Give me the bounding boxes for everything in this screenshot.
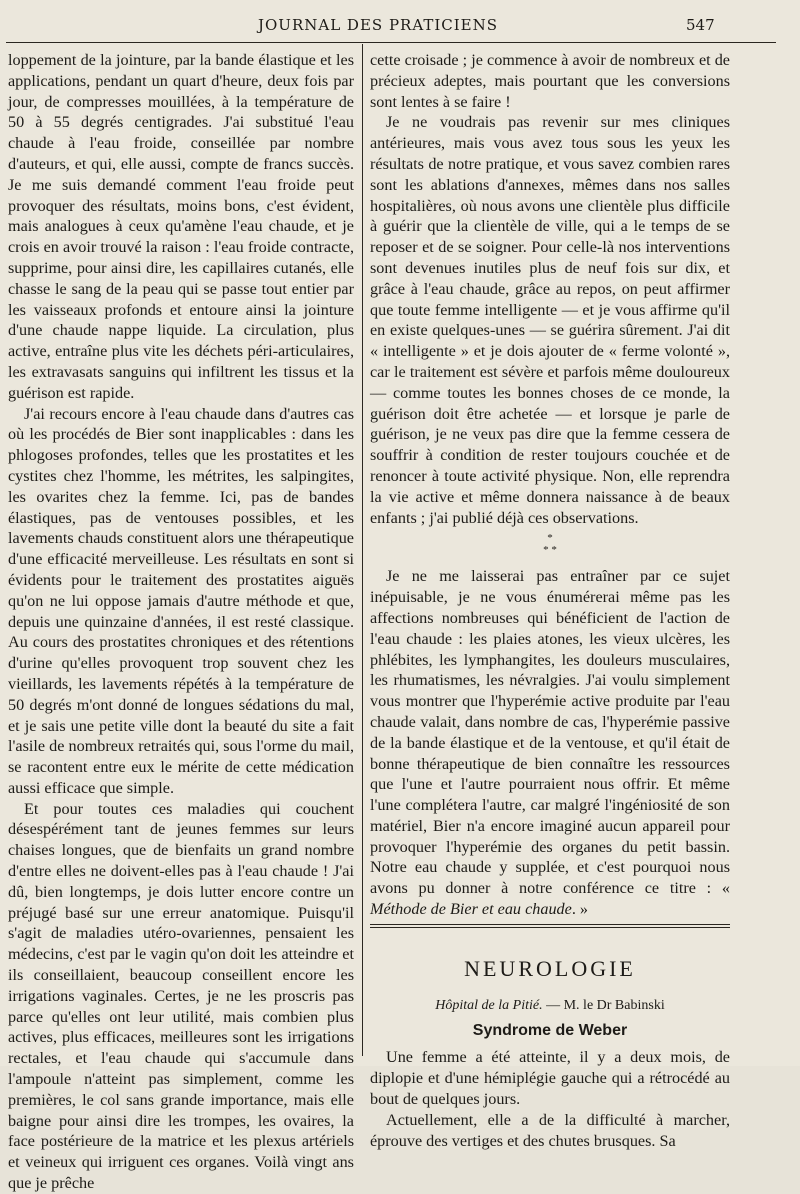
right-paragraph-2: Je ne voudrais pas revenir sur mes cliniques antérieures, mais vous avez tous sous les yeux les résultats de notre pratique, et vous savez combien rares sont les ablations d'annexes, mêmes dans nos salles hospitalières, où nous avons une clientèle plus difficile à guérir que la clientèle de ville, qui a le temps de se reposer et de se soigner. Pour celle-là nos interventions sont devenues inutiles plus de neuf fois sur dix, et grâce à l'eau chaude, grâce au repos, on peut affirmer que toute femme intelligente — et je vous affirme qu'il en existe quelques-unes — se guérira sûrement. J'ai dit « intelligente » et je dois ajouter de « ferme volonté », car le traitement est sévère et parfois même douloureux — comme toutes les bonnes choses de ce monde, la guérison doit être achetée — et lorsque je parle de guérison, je ne veux pas dire que la femme cessera de souffrir à condition de rester toujours couchée et de renoncer à toute activité physique. Non, elle reprendra la vie active et même donnera naissance à de beaux enfants ; j'ai publié déjà ces observations. (370, 113, 730, 527)
paragraph-3-end: . » (571, 900, 589, 919)
hospital-line (370, 996, 730, 1017)
hospital-name: Hôpital de la Pitié. (435, 997, 543, 1013)
asterism (370, 532, 730, 556)
page-header (0, 16, 800, 44)
left-column (8, 50, 354, 1194)
hospital-author: — M. le Dr Babinski (542, 997, 665, 1013)
asterism-top: * (547, 532, 553, 545)
article-subtitle: Syndrome de Weber (472, 1021, 628, 1039)
right-paragraph-4: Une femme a été atteinte, il y a deux mois, de diplopie et d'une hémiplégie gauche qui a rétrocédé au bout de quelques jours. (370, 1048, 730, 1109)
header-rule (6, 42, 776, 43)
left-paragraph-2: J'ai recours encore à l'eau chaude dans d'autres cas où les procédés de Bier sont inapplicables : dans les phlogoses profondes, telles que les prostatites et les cystites chez l'homme, les métrites, les salpingites, les ovarites chez la femme. Ici, pas de bandes élastiques, pas de ventouses possibles, et les lavements chauds constituent alors une thérapeutique d'une efficacité merveilleuse. Les résultats en sont si évidents pour le traitement des prostatites aiguës qu'on ne lui oppose jamais d'autre méthode et que, depuis une quinzaine d'années, il est resté classique. Au cours des prostatites chroniques et des rétentions d'urine qu'elles provoquent trop souvent chez les vieillards, les lavements répétés à la température de 50 degrés m'ont donné de longues sédations du mal, et je sais une petite ville dont la beauté du site a fait l'asile de nombreux retraités qui, sous l'orme du mail, se racontent entre eux le mérite de cette médication aussi efficace que simple. (8, 404, 354, 797)
conference-title: Méthode de Bier et eau chaude (370, 900, 572, 919)
left-paragraph-1: loppement de la jointure, par la bande élastique et les applications, pendant un quart d'heure, deux fois par jour, de compresses mouillées, à la température de 50 à 55 degrés centigrades. J'ai substitué l'eau chaude à l'eau froide, conseillée par nombre d'auteurs, et qui, elle aussi, compte de francs succès. Je me suis demandé comment l'eau froide peut provoquer des résultats, moins bons, c'est évident, mais analogues à ceux qu'amène l'eau chaude, et je crois en avoir trouvé la raison : l'eau froide contracte, supprime, pour ainsi dire, les capillaires cutanés, elle chasse le sang de la peau qui se passe tout entier par les vaisseaux profonds et entoure ainsi la jointure d'une chaude nappe liquide. La circulation, plus active, entraîne plus vite les déchets péri-articulaires, les extravasats sanguins qui infiltrent les tissus et la guérison est rapide. (8, 51, 354, 402)
column-divider (362, 44, 363, 1056)
paragraph-3-text: Je ne me laisserai pas entraîner par ce sujet inépuisable, je ne vous énumérerai même pas les affections nombreuses qui bénéficient de l'action de l'eau chaude : les plaies atones, les vieux ulcères, les phlébites, les lymphangites, les douleurs musculaires, les rhumatismes, les névralgies. J'ai voulu simplement vous montrer que l'hyperémie active produite par l'eau chaude valait, dans nombre de cas, l'hyperémie passive de la bande élastique et de la ventouse, et qu'il était de bonne thérapeutique de bien connaître les ressources que l'une et l'autre pourraient nous offrir. Et même l'une complétera l'autre, car malgré l'ingéniosité de son matériel, Bier n'a encore imaginé aucun appareil pour provoquer l'hyperémie des organes du petit bassin. Notre eau chaude y supplée, et c'est pourquoi nous avons pu donner à notre conférence ce titre : « (370, 567, 730, 898)
left-paragraph-3: Et pour toutes ces maladies qui couchent désespérément tant de jeunes femmes sur leurs chaises longues, que de bienfaits un grand nombre d'entre elles ne doivent-elles pas à l'eau chaude ! J'ai dû, bien longtemps, je dois lutter encore contre un préjugé basé sur une erreur anatomique. Puisqu'il s'agit de maladies utéro-ovariennes, pensaient les médecins, c'est par le vagin qu'on doit les atteindre et ils conseillaient, beaucoup conseillent encore les irrigations vaginales. Certes, je ne les proscris pas parce qu'elles ont leur utilité, mais combien plus actives, plus efficaces, meilleures sont les irrigations rectales, et l'eau chaude qui s'accumule dans l'ampoule n'atteint pas simplement, comme les premières, le col sans grande importance, mais elle baigne pour ainsi dire les trompes, les ovaires, la face postérieure de la matrice et les plexus artériels et veineux qui irriguent ces organes. Voilà vingt ans que je prêche (8, 799, 354, 1193)
right-paragraph-5: Actuellement, elle a de la difficulté à marcher, éprouve des vertiges et des chutes brusques. Sa (370, 1110, 730, 1150)
running-title: JOURNAL DES PRATICIENS (258, 16, 499, 34)
section-title: NEUROLOGIE (464, 955, 636, 981)
right-column (370, 50, 730, 1151)
page-number: 547 (686, 16, 715, 34)
section-separator (370, 924, 730, 928)
asterism-bottom: * * (543, 544, 557, 557)
right-paragraph-1: cette croisade ; je commence à avoir de nombreux et de précieux adeptes, mais pourtant que les conversions sont lentes à se faire ! (370, 51, 730, 111)
right-paragraph-3 (370, 566, 730, 920)
